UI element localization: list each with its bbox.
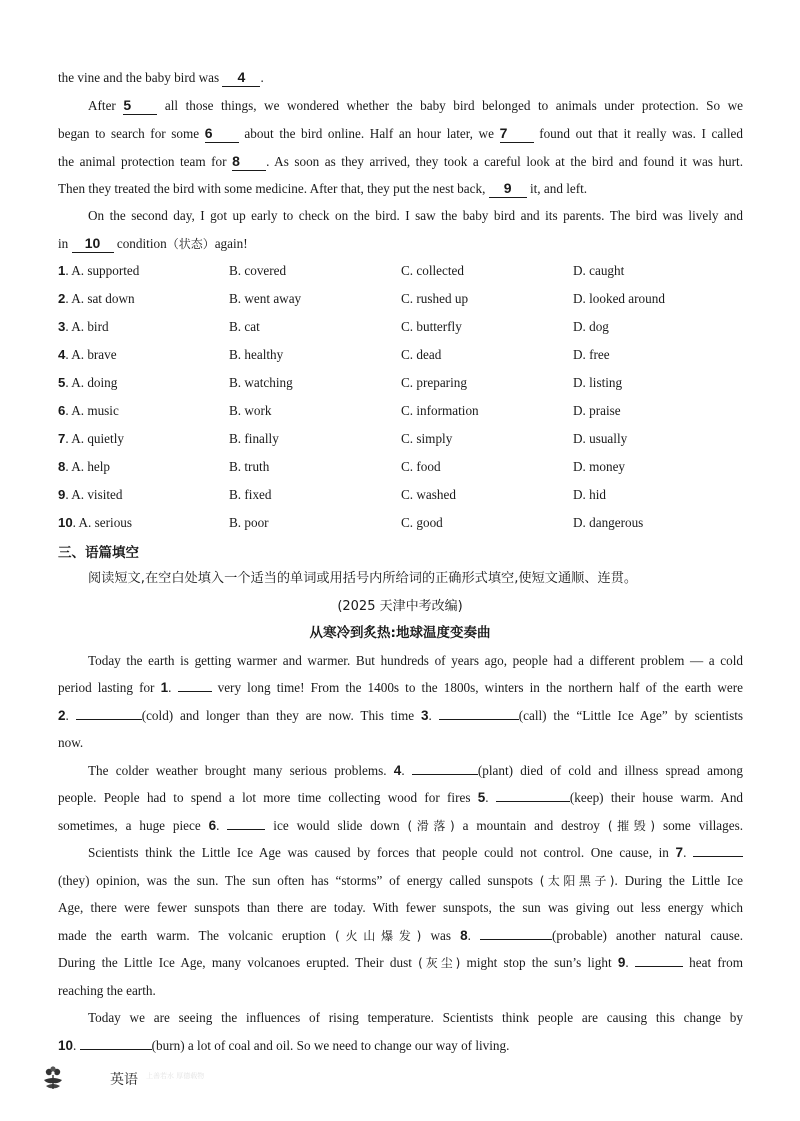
option-b[interactable]: B. work bbox=[229, 403, 272, 418]
option-b[interactable]: B. covered bbox=[229, 263, 287, 278]
passage-line: reaching the earth. bbox=[58, 983, 156, 998]
option-b[interactable]: B. fixed bbox=[229, 487, 272, 502]
option-b[interactable]: B. poor bbox=[229, 515, 269, 530]
passage-line: now. bbox=[58, 735, 84, 750]
fill-blank[interactable] bbox=[178, 679, 212, 692]
option-a[interactable]: 6. A. music bbox=[58, 403, 119, 418]
fill-blank[interactable] bbox=[693, 844, 743, 857]
fill-blank[interactable] bbox=[635, 954, 683, 967]
answer-blank[interactable]: 9 bbox=[489, 180, 527, 198]
option-c[interactable]: C. simply bbox=[401, 431, 453, 446]
option-b[interactable]: B. cat bbox=[229, 319, 260, 334]
section-heading: 三、语篇填空 bbox=[58, 545, 139, 561]
fill-blank[interactable] bbox=[227, 817, 265, 830]
answer-blank[interactable]: 5 bbox=[123, 97, 157, 115]
option-c[interactable]: C. food bbox=[401, 459, 441, 474]
passage-line: The colder weather brought many serious problems. 4. (plant) died of cold and illness spread among bbox=[88, 763, 743, 778]
option-c[interactable]: C. good bbox=[401, 515, 443, 530]
option-c[interactable]: C. dead bbox=[401, 347, 442, 362]
option-b[interactable]: B. truth bbox=[229, 459, 270, 474]
fill-blank[interactable] bbox=[439, 707, 519, 720]
option-c[interactable]: C. rushed up bbox=[401, 291, 469, 306]
option-a[interactable]: 4. A. brave bbox=[58, 347, 117, 362]
option-row bbox=[58, 429, 758, 449]
option-a[interactable]: 2. A. sat down bbox=[58, 291, 135, 306]
option-row bbox=[58, 513, 758, 533]
cloze-line: began to search for some 6 about the bird online. Half an hour later, we 7 found out that it really was. I called bbox=[58, 125, 743, 141]
flower-logo-icon bbox=[40, 1065, 66, 1091]
option-a[interactable]: 1. A. supported bbox=[58, 263, 140, 278]
answer-blank[interactable]: 8 bbox=[232, 153, 266, 171]
option-row bbox=[58, 457, 758, 477]
option-c[interactable]: C. washed bbox=[401, 487, 456, 502]
option-b[interactable]: B. went away bbox=[229, 291, 302, 306]
passage-line: Age, there were fewer sunspots than there are today. With fewer sunspots, the sun was giving out less energy which bbox=[58, 900, 743, 915]
option-a[interactable]: 3. A. bird bbox=[58, 319, 109, 334]
option-d[interactable]: D. free bbox=[573, 347, 610, 362]
cloze-line: After 5 all those things, we wondered whether the baby bird belonged to animals under protection. So we bbox=[88, 97, 743, 113]
fill-blank[interactable] bbox=[80, 1037, 152, 1050]
fill-blank[interactable] bbox=[76, 707, 142, 720]
option-d[interactable]: D. hid bbox=[573, 487, 606, 502]
passage-line: people. People had to spend a lot more time collecting wood for fires 5. (keep) their house warm. And bbox=[58, 790, 744, 805]
option-row bbox=[58, 317, 758, 337]
option-row bbox=[58, 373, 758, 393]
option-d[interactable]: D. praise bbox=[573, 403, 621, 418]
fill-blank[interactable] bbox=[496, 789, 570, 802]
option-b[interactable]: B. healthy bbox=[229, 347, 284, 362]
passage-line: sometimes, a huge piece 6. ice would slide down (滑落) a mountain and destroy (摧毁) some villages. bbox=[58, 818, 744, 833]
answer-blank[interactable]: 7 bbox=[500, 125, 534, 143]
option-a[interactable]: 10. A. serious bbox=[58, 515, 133, 530]
fill-blank[interactable] bbox=[480, 927, 552, 940]
cloze-line: the animal protection team for 8 . As soon as they arrived, they took a careful look at the bird and found it was hurt. bbox=[58, 153, 744, 169]
passage-line: Today we are seeing the influences of rising temperature. Scientists think people are causing this change by bbox=[88, 1010, 743, 1025]
option-d[interactable]: D. dog bbox=[573, 319, 609, 334]
option-a[interactable]: 5. A. doing bbox=[58, 375, 118, 390]
passage-source: (2025 天津中考改编) bbox=[337, 599, 463, 614]
cloze-line: On the second day, I got up early to check on the bird. I saw the baby bird and its parents. The bird was lively and bbox=[88, 208, 743, 223]
passage-line: During the Little Ice Age, many volcanoes erupted. Their dust (灰尘) might stop the sun’s light 9. heat from bbox=[58, 955, 743, 970]
subject-label: 英语 bbox=[110, 1072, 138, 1088]
option-c[interactable]: C. information bbox=[401, 403, 479, 418]
option-c[interactable]: C. collected bbox=[401, 263, 464, 278]
cloze-line: in 10 condition（状态）again! bbox=[58, 235, 248, 251]
passage-line: 2. (cold) and longer than they are now. This time 3. (call) the “Little Ice Age” by scientists bbox=[58, 708, 744, 723]
footer-watermark: 上善若水 厚德载物 bbox=[146, 1072, 205, 1080]
option-d[interactable]: D. usually bbox=[573, 431, 628, 446]
answer-blank[interactable]: 10 bbox=[72, 235, 114, 253]
cloze-line: the vine and the baby bird was 4 . bbox=[58, 69, 264, 85]
option-a[interactable]: 9. A. visited bbox=[58, 487, 123, 502]
passage-line: (they) opinion, was the sun. The sun often has “storms” of energy called sunspots (太阳黑子). During the Little Ice bbox=[58, 873, 744, 888]
option-a[interactable]: 8. A. help bbox=[58, 459, 111, 474]
option-row bbox=[58, 345, 758, 365]
section-instruction: 阅读短文,在空白处填入一个适当的单词或用括号内所给词的正确形式填空,使短文通顺、连贯。 bbox=[88, 571, 638, 586]
option-row bbox=[58, 401, 758, 421]
option-a[interactable]: 7. A. quietly bbox=[58, 431, 124, 446]
passage-line: period lasting for 1. very long time! From the 1400s to the 1800s, winters in the northern half of the earth were bbox=[58, 680, 743, 695]
passage-line: Scientists think the Little Ice Age was caused by forces that people could not control. One cause, in 7. bbox=[88, 843, 743, 863]
option-d[interactable]: D. looked around bbox=[573, 291, 665, 306]
option-c[interactable]: C. preparing bbox=[401, 375, 467, 390]
option-row bbox=[58, 485, 758, 505]
option-d[interactable]: D. listing bbox=[573, 375, 623, 390]
option-d[interactable]: D. caught bbox=[573, 263, 625, 278]
option-c[interactable]: C. butterfly bbox=[401, 319, 462, 334]
passage-line: made the earth warm. The volcanic eruption (火山爆发) was 8. (probable) another natural cause. bbox=[58, 928, 743, 943]
answer-blank[interactable]: 4 bbox=[222, 69, 260, 87]
option-b[interactable]: B. watching bbox=[229, 375, 293, 390]
answer-blank[interactable]: 6 bbox=[205, 125, 239, 143]
option-row bbox=[58, 289, 758, 309]
passage-line: 10. (burn) a lot of coal and oil. So we need to change our way of living. bbox=[58, 1038, 510, 1053]
passage-line: Today the earth is getting warmer and warmer. But hundreds of years ago, people had a different problem — a cold bbox=[88, 653, 743, 668]
option-d[interactable]: D. money bbox=[573, 459, 626, 474]
passage-title: 从寒冷到炙热:地球温度变奏曲 bbox=[309, 625, 491, 641]
option-row bbox=[58, 261, 758, 281]
cloze-line: Then they treated the bird with some medicine. After that, they put the nest back, 9 it, and left. bbox=[58, 180, 588, 196]
option-d[interactable]: D. dangerous bbox=[573, 515, 644, 530]
fill-blank[interactable] bbox=[412, 762, 478, 775]
option-b[interactable]: B. finally bbox=[229, 431, 279, 446]
